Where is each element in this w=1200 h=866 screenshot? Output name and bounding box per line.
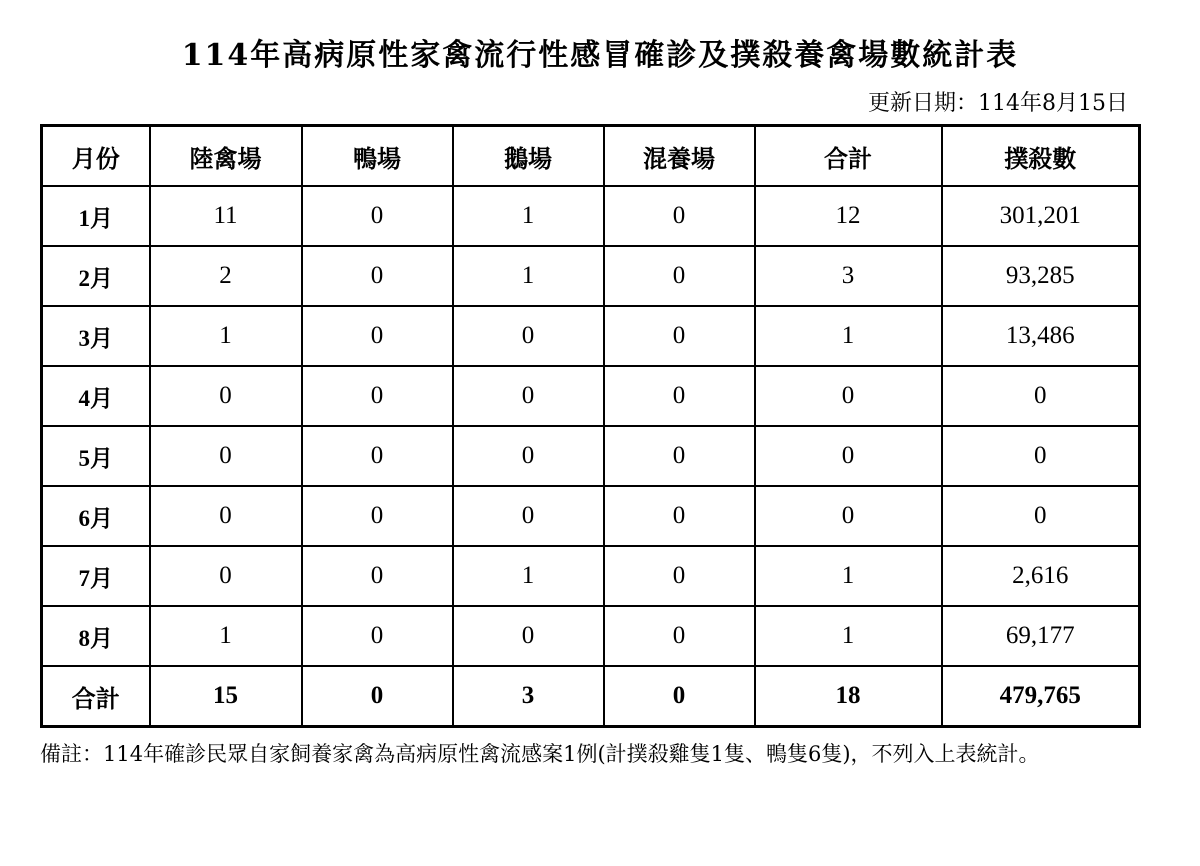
row-month: 2月 bbox=[42, 246, 150, 306]
cell-culled: 301,201 bbox=[942, 186, 1140, 246]
cell-mixed: 0 bbox=[604, 546, 755, 606]
header-duck-farm: 鴨場 bbox=[302, 126, 453, 187]
table-row bbox=[42, 546, 1140, 606]
cell-land-poultry: 0 bbox=[150, 366, 302, 426]
cell-mixed: 0 bbox=[604, 426, 755, 486]
table-row bbox=[42, 306, 1140, 366]
cell-duck: 0 bbox=[302, 366, 453, 426]
header-goose-farm: 鵝場 bbox=[453, 126, 604, 187]
cell-goose: 0 bbox=[453, 306, 604, 366]
cell-duck: 0 bbox=[302, 426, 453, 486]
total-goose: 3 bbox=[453, 666, 604, 727]
cell-mixed: 0 bbox=[604, 606, 755, 666]
table-row bbox=[42, 366, 1140, 426]
cell-land-poultry: 2 bbox=[150, 246, 302, 306]
row-month: 8月 bbox=[42, 606, 150, 666]
cell-culled: 0 bbox=[942, 366, 1140, 426]
table-row bbox=[42, 426, 1140, 486]
cell-goose: 0 bbox=[453, 606, 604, 666]
statistics-table bbox=[40, 124, 1141, 728]
cell-total: 3 bbox=[755, 246, 942, 306]
cell-goose: 0 bbox=[453, 426, 604, 486]
cell-goose: 1 bbox=[453, 246, 604, 306]
cell-duck: 0 bbox=[302, 186, 453, 246]
total-sum: 18 bbox=[755, 666, 942, 727]
cell-mixed: 0 bbox=[604, 366, 755, 426]
cell-goose: 0 bbox=[453, 486, 604, 546]
total-duck: 0 bbox=[302, 666, 453, 727]
cell-mixed: 0 bbox=[604, 306, 755, 366]
cell-total: 0 bbox=[755, 486, 942, 546]
cell-total: 0 bbox=[755, 366, 942, 426]
total-label: 合計 bbox=[42, 666, 150, 727]
cell-mixed: 0 bbox=[604, 246, 755, 306]
header-land-poultry-farm: 陸禽場 bbox=[150, 126, 302, 187]
cell-land-poultry: 11 bbox=[150, 186, 302, 246]
cell-land-poultry: 0 bbox=[150, 426, 302, 486]
header-total: 合計 bbox=[755, 126, 942, 187]
footnote: 備註：114年確診民眾自家飼養家禽為高病原性禽流感案1例(計撲殺雞隻1隻、鴨隻6隻)，不列入上表統計。 bbox=[40, 742, 1040, 766]
cell-culled: 0 bbox=[942, 426, 1140, 486]
table-row bbox=[42, 486, 1140, 546]
cell-duck: 0 bbox=[302, 546, 453, 606]
cell-goose: 0 bbox=[453, 366, 604, 426]
cell-goose: 1 bbox=[453, 546, 604, 606]
header-mixed-farm: 混養場 bbox=[604, 126, 755, 187]
cell-duck: 0 bbox=[302, 486, 453, 546]
cell-mixed: 0 bbox=[604, 186, 755, 246]
row-month: 5月 bbox=[42, 426, 150, 486]
update-date: 更新日期：114年8月15日 bbox=[868, 91, 1128, 116]
table-header-row bbox=[42, 126, 1140, 187]
cell-culled: 69,177 bbox=[942, 606, 1140, 666]
cell-culled: 13,486 bbox=[942, 306, 1140, 366]
cell-mixed: 0 bbox=[604, 486, 755, 546]
cell-land-poultry: 1 bbox=[150, 306, 302, 366]
row-month: 6月 bbox=[42, 486, 150, 546]
table-row bbox=[42, 186, 1140, 246]
row-month: 3月 bbox=[42, 306, 150, 366]
total-culled: 479,765 bbox=[942, 666, 1140, 727]
table-row bbox=[42, 246, 1140, 306]
cell-duck: 0 bbox=[302, 306, 453, 366]
cell-culled: 0 bbox=[942, 486, 1140, 546]
cell-total: 1 bbox=[755, 546, 942, 606]
row-month: 4月 bbox=[42, 366, 150, 426]
total-land-poultry: 15 bbox=[150, 666, 302, 727]
cell-land-poultry: 0 bbox=[150, 546, 302, 606]
cell-total: 1 bbox=[755, 306, 942, 366]
cell-duck: 0 bbox=[302, 606, 453, 666]
table-row bbox=[42, 606, 1140, 666]
total-mixed: 0 bbox=[604, 666, 755, 727]
header-month: 月份 bbox=[42, 126, 150, 187]
cell-total: 12 bbox=[755, 186, 942, 246]
page-title: 114年高病原性家禽流行性感冒確診及撲殺養禽場數統計表 bbox=[181, 38, 1019, 73]
cell-land-poultry: 1 bbox=[150, 606, 302, 666]
header-culled-count: 撲殺數 bbox=[942, 126, 1140, 187]
cell-total: 1 bbox=[755, 606, 942, 666]
row-month: 1月 bbox=[42, 186, 150, 246]
cell-land-poultry: 0 bbox=[150, 486, 302, 546]
total-row bbox=[42, 666, 1140, 727]
cell-culled: 93,285 bbox=[942, 246, 1140, 306]
cell-culled: 2,616 bbox=[942, 546, 1140, 606]
row-month: 7月 bbox=[42, 546, 150, 606]
cell-total: 0 bbox=[755, 426, 942, 486]
cell-goose: 1 bbox=[453, 186, 604, 246]
cell-duck: 0 bbox=[302, 246, 453, 306]
